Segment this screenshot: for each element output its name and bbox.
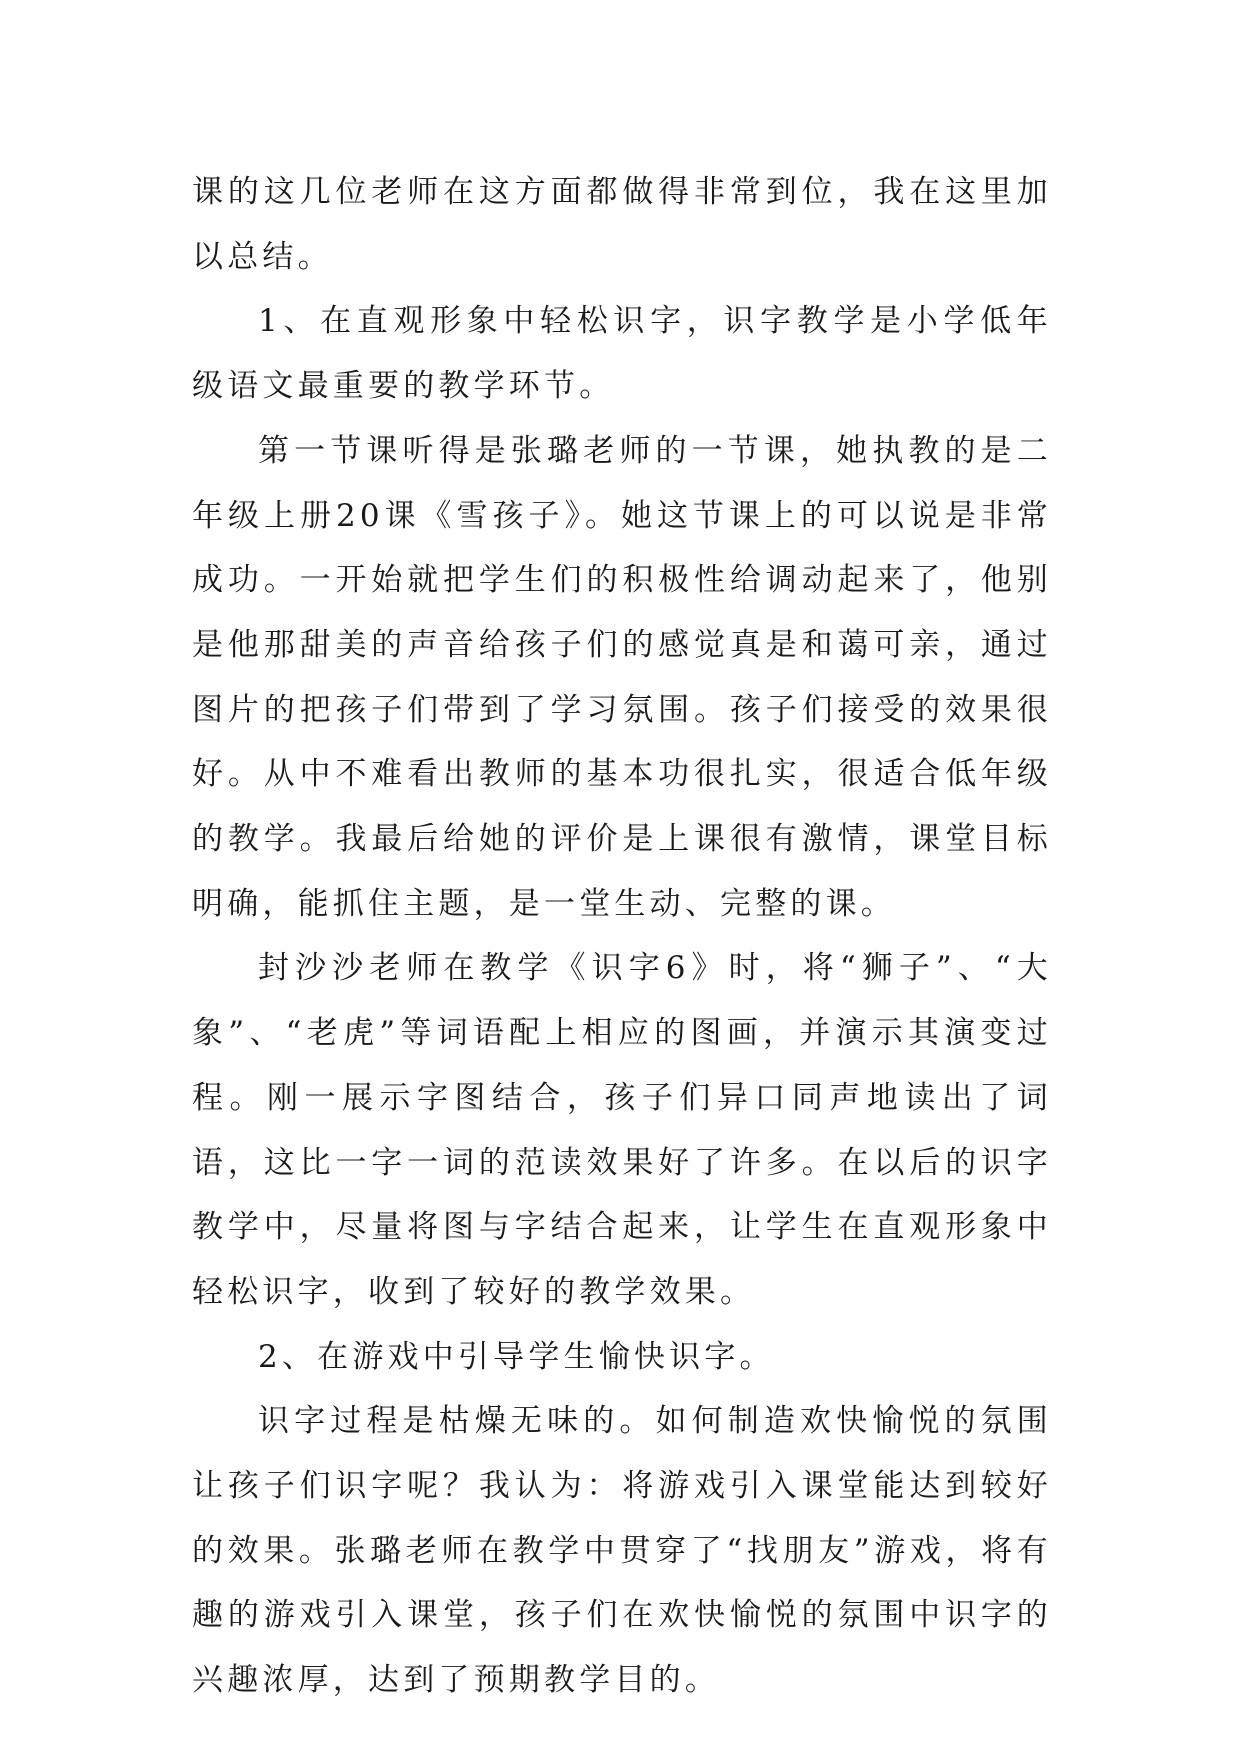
paragraph-heading-2: 2、在游戏中引导学生愉快识字。 [258,1338,775,1375]
paragraph-zhang-lu-lesson: 第一节课听得是张璐老师的一节课，她执教的是二年级上册20课《雪孩子》。她这节课上的可以说是非常成功。一开始就把学生们的积极性给调动起来了，他别是他那甜美的声音给孩子们的感觉真是和蔼可亲，通过图片的把孩子们带到了学习氛围。孩子们接受的效果很好。从中不难看出教师的基本功很扎实，很适合低年级的教学。我最后给她的评价是上课很有激情，课堂目标明确，能抓住主题，是一堂生动、完整的课。 [192,432,1052,922]
paragraph-summary-intro: 课的这几位老师在这方面都做得非常到位，我在这里加以总结。 [192,174,1052,275]
paragraph-heading-1: 1、在直观形象中轻松识字，识字教学是小学低年级语文最重要的教学环节。 [192,303,1052,405]
paragraph-feng-shasha-lesson: 封沙沙老师在教学《识字6》时，将“狮子”、“大象”、“老虎”等词语配上相应的图画，并演示其演变过程。刚一展示字图结合，孩子们异口同声地读出了词语，这比一字一词的范读效果好了许多。在以后的识字教学中，尽量将图与字结合起来，让学生在直观形象中轻松识字，收到了较好的教学效果。 [192,950,1052,1310]
paragraph-game-learning: 识字过程是枯燥无味的。如何制造欢快愉悦的氛围让孩子们识字呢？我认为：将游戏引入课堂能达到较好的效果。张璐老师在教学中贯穿了“找朋友”游戏，将有趣的游戏引入课堂，孩子们在欢快愉悦的氛围中识字的兴趣浓厚，达到了预期教学目的。 [192,1403,1052,1699]
document-page [192,160,1052,1713]
